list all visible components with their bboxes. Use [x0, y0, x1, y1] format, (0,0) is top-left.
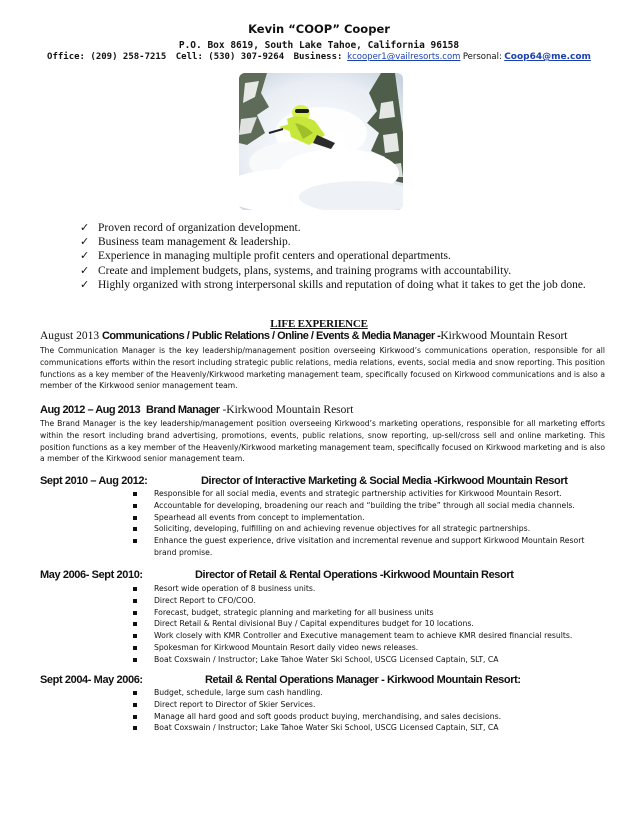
list-item: Enhance the guest experience, drive visitation and incremental revenue and support Kirkwood Mountain Resort brand promise.: [133, 535, 608, 559]
job-date: May 2006- Sept 2010:: [40, 569, 143, 581]
bullet-square-icon: [133, 691, 137, 695]
list-item: Accountable for developing, broadening our reach and “building the tribe” through all social media channels.: [133, 500, 608, 512]
bullet-square-icon: [133, 634, 137, 638]
job-title: Retail & Rental Operations Manager - Kirkwood Mountain Resort:: [205, 674, 521, 686]
job-date: August 2013: [40, 330, 100, 342]
contact-line: [0, 52, 638, 62]
list-item: Work closely with KMR Controller and Executive management team to achieve KMR desired financial results.: [133, 630, 608, 642]
job-date: Sept 2010 – Aug 2012:: [40, 475, 148, 487]
checkmark-icon: ✓: [80, 221, 90, 234]
bullet-square-icon: [133, 527, 137, 531]
bullet-square-icon: [133, 492, 137, 496]
list-item: Soliciting, developing, fulfilling on and achieving revenue objectives for all strategic partnerships.: [133, 523, 608, 535]
bullet-square-icon: [133, 658, 137, 662]
bullet-square-icon: [133, 516, 137, 520]
job-title: Brand Manager: [146, 404, 220, 416]
personal-label: Personal:: [462, 52, 502, 62]
bullet-square-icon: [133, 599, 137, 603]
list-item: Direct Retail & Rental divisional Buy / Capital expenditures budget for 10 locations.: [133, 618, 608, 630]
bullet-square-icon: [133, 715, 137, 719]
bullet-square-icon: [133, 622, 137, 626]
job-company: -Kirkwood Mountain Resort: [222, 404, 354, 416]
bullet-square-icon: [133, 504, 137, 508]
job-company: Kirkwood Mountain Resort: [440, 330, 568, 342]
list-item: Budget, schedule, large sum cash handling.: [133, 687, 608, 699]
list-item: Boat Coxswain / Instructor; Lake Tahoe Water Ski School, USCG Licensed Captain, SLT, CA: [133, 654, 608, 666]
personal-email-link[interactable]: Coop64@me.com: [504, 52, 591, 62]
list-item: Responsible for all social media, events and strategic partnership activities for Kirkwood Mountain Resort.: [133, 488, 608, 500]
list-item: Forecast, budget, strategic planning and marketing for all business units: [133, 607, 608, 619]
job-heading-communications: [40, 330, 567, 342]
list-item: Direct Report to CFO/COO.: [133, 595, 608, 607]
job-date: Sept 2004- May 2006:: [40, 674, 143, 686]
bullet-square-icon: [133, 539, 137, 543]
job-description-communications: The Communication Manager is the key leadership/management position overseeing Kirkwood’s communications operation, responsible for all communications efforts within the resort including strategic public relations, media relations, events, social media and snow reporting. This position functions as a key member of the Heavenly/Kirkwood marketing management team, specifically focused on Kirkwood communications and is also a member of the Kirkwood senior management team.: [40, 346, 605, 391]
checkmark-icon: ✓: [80, 235, 90, 249]
list-item: Manage all hard good and soft goods product buying, merchandising, and sales decisions.: [133, 711, 608, 723]
checkmark-icon: ✓: [80, 277, 90, 291]
bullet-square-icon: [133, 611, 137, 615]
job-bullets-interactive: [133, 488, 608, 559]
list-item: ✓ Highly organized with strong interpersonal skills and reputation of doing what it takes to get the job done.: [80, 277, 586, 291]
checkmark-icon: ✓: [80, 249, 90, 263]
bullet-square-icon: [133, 703, 137, 707]
business-email-link[interactable]: kcooper1@vailresorts.com: [347, 52, 461, 62]
skier-photo-illustration: [239, 73, 403, 210]
job-heading-retail-manager: [40, 674, 521, 686]
list-item: ✓ Proven record of organization development.: [80, 221, 301, 234]
mailing-address: P.O. Box 8619, South Lake Tahoe, California 96158: [178, 40, 460, 51]
job-bullets-retail-director: [133, 583, 608, 666]
bullet-square-icon: [133, 587, 137, 591]
skier-photo: [239, 73, 403, 210]
checkmark-icon: ✓: [80, 263, 90, 277]
job-title: Director of Interactive Marketing & Social Media -Kirkwood Mountain Resort: [201, 475, 568, 487]
list-item: Resort wide operation of 8 business units.: [133, 583, 608, 595]
resume-name: Kevin “COOP” Cooper: [248, 22, 390, 36]
list-item: ✓ Create and implement budgets, plans, systems, and training programs with accountability.: [80, 263, 512, 277]
job-title: Communications / Public Relations / Online / Events & Media Manager -: [101, 330, 441, 342]
summary-checklist: [80, 221, 600, 292]
office-phone: Office: (209) 258-7215: [47, 52, 167, 62]
bullet-square-icon: [133, 726, 137, 730]
bullet-square-icon: [133, 646, 137, 650]
list-item: Spokesman for Kirkwood Mountain Resort daily video news releases.: [133, 642, 608, 654]
list-item: Boat Coxswain / Instructor; Lake Tahoe Water Ski School, USCG Licensed Captain, SLT, CA: [133, 722, 608, 734]
list-item: ✓ Experience in managing multiple profit centers and operational departments.: [80, 249, 451, 263]
list-item: Spearhead all events from concept to implementation.: [133, 512, 608, 524]
list-item: Direct report to Director of Skier Services.: [133, 699, 608, 711]
job-date: Aug 2012 – Aug 2013: [40, 404, 141, 416]
list-item: ✓ Business team management & leadership.: [80, 235, 291, 249]
job-heading-retail-director: [40, 569, 514, 581]
job-bullets-retail-manager: [133, 687, 608, 734]
business-label: Business:: [293, 52, 343, 62]
cell-phone: Cell: (530) 307-9264: [175, 52, 285, 62]
job-description-brand: The Brand Manager is the key leadership/management position overseeing Kirkwood’s marketing operations, responsible for all marketing efforts within the resort including brand advertising, promotions, events, public relations, snow reporting, up-sell/cross sell and online marketing. This position functions as a key member of the Heavenly/Kirkwood marketing management team, specifically focused on Kirkwood marketing and is also a member of the Kirkwood senior management team.: [40, 419, 605, 464]
job-title: Director of Retail & Rental Operations -Kirkwood Mountain Resort: [195, 569, 514, 581]
job-heading-interactive: [40, 475, 568, 487]
job-heading-brand: [40, 404, 353, 416]
section-title-life-experience: LIFE EXPERIENCE: [270, 318, 368, 330]
